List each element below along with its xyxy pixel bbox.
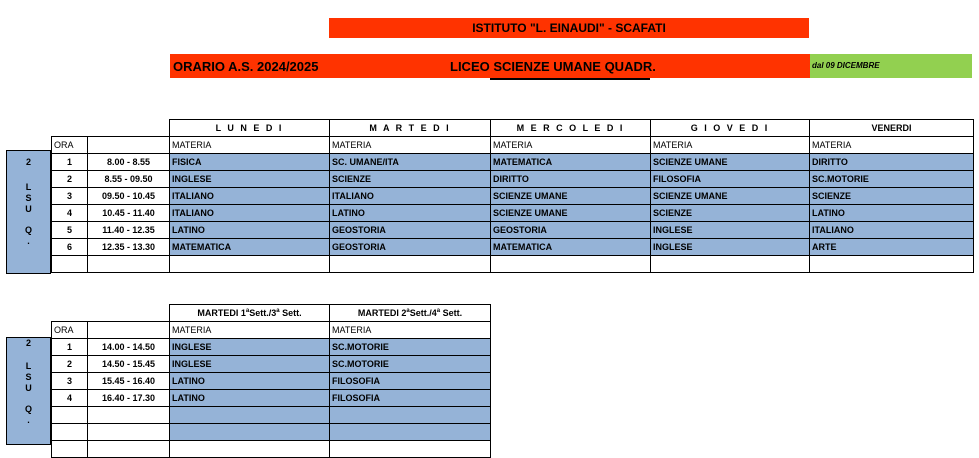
materia-label: MATERIA: [330, 137, 491, 154]
table-row: [52, 339, 491, 356]
subject-cell: SCIENZE: [330, 171, 491, 188]
subject-cell: MATEMATICA: [170, 239, 330, 256]
class-dot: .: [27, 236, 30, 246]
subject-cell: ITALIANO: [330, 188, 491, 205]
table-row: [52, 239, 974, 256]
subject-cell: DIRITTO: [491, 171, 651, 188]
class-year-2: 2: [25, 338, 31, 348]
day-wednesday: M E R C O L E D I: [491, 120, 651, 137]
subject-cell: FILOSOFIA: [330, 390, 491, 407]
subject-cell: ITALIANO: [810, 222, 974, 239]
day-thursday: G I O V E D I: [651, 120, 810, 137]
hour-number: 3: [52, 373, 88, 390]
class-year: 2: [25, 157, 31, 167]
subject-cell: LATINO: [170, 390, 330, 407]
tuesday-week-1-3: MARTEDI 1$^a$Sett./3$^a$ Sett.: [170, 305, 330, 322]
materia-label: MATERIA: [651, 137, 810, 154]
table-row: [52, 373, 491, 390]
class-label-afternoon: [6, 337, 51, 445]
class-letter-q-2: Q: [24, 404, 32, 414]
subject-cell: INGLESE: [170, 339, 330, 356]
hour-number: 4: [52, 205, 88, 222]
institute-banner: [329, 18, 809, 38]
hour-time: 11.40 - 12.35: [88, 222, 170, 239]
class-letter-l: L: [25, 182, 32, 192]
subject-cell: DIRITTO: [810, 154, 974, 171]
subject-cell: ITALIANO: [170, 205, 330, 222]
table-row: [52, 356, 491, 373]
subject-cell: LATINO: [170, 373, 330, 390]
subject-cell: ARTE: [810, 239, 974, 256]
afternoon-timetable: [51, 304, 491, 458]
subject-cell: SCIENZE UMANE: [491, 205, 651, 222]
hour-time: 15.45 - 16.40: [88, 373, 170, 390]
subject-cell: SCIENZE UMANE: [491, 188, 651, 205]
subject-cell: LATINO: [810, 205, 974, 222]
subject-cell: FILOSOFIA: [651, 171, 810, 188]
subject-cell: INGLESE: [170, 171, 330, 188]
subject-cell: GEOSTORIA: [330, 222, 491, 239]
hour-time: 8.55 - 09.50: [88, 171, 170, 188]
hour-time: 10.45 - 11.40: [88, 205, 170, 222]
subject-cell: FILOSOFIA: [330, 373, 491, 390]
table-row: [52, 171, 974, 188]
day-tuesday: M A R T E D I: [330, 120, 491, 137]
table-row: [52, 188, 974, 205]
hour-number: 2: [52, 356, 88, 373]
hour-time: 09.50 - 10.45: [88, 188, 170, 205]
class-letter-s-2: S: [25, 372, 32, 382]
subject-cell: FISICA: [170, 154, 330, 171]
subject-cell: GEOSTORIA: [330, 239, 491, 256]
subject-cell: SC.MOTORIE: [330, 356, 491, 373]
class-letter-l-2: L: [25, 361, 32, 371]
main-timetable: [51, 119, 974, 273]
tuesday-week-2-4: MARTEDI 2$^a$Sett./4$^a$ Sett.: [330, 305, 491, 322]
course-title: LICEO SCIENZE UMANE QUADR.: [450, 59, 656, 74]
institute-title: ISTITUTO "L. EINAUDI" - SCAFATI: [472, 21, 666, 35]
subject-cell: SCIENZE: [810, 188, 974, 205]
subject-cell: SCIENZE UMANE: [651, 154, 810, 171]
hour-time: 8.00 - 8.55: [88, 154, 170, 171]
table-row-empty: [52, 256, 974, 273]
table-row: [52, 222, 974, 239]
table-row-empty: [52, 407, 491, 424]
subject-cell: SC. UMANE/ITA: [330, 154, 491, 171]
table-row: [52, 154, 974, 171]
ora-header: ORA: [52, 322, 88, 339]
class-letter-u-2: U: [25, 383, 32, 393]
date-banner: [810, 54, 972, 78]
hour-number: 2: [52, 171, 88, 188]
hour-number: 1: [52, 154, 88, 171]
subject-cell: GEOSTORIA: [491, 222, 651, 239]
subject-cell: SCIENZE: [651, 205, 810, 222]
hour-number: 4: [52, 390, 88, 407]
subject-cell: SCIENZE UMANE: [651, 188, 810, 205]
table-row-empty: [52, 441, 491, 458]
table-row: [52, 205, 974, 222]
class-letter-q: Q: [24, 225, 32, 235]
schedule-title: ORARIO A.S. 2024/2025: [173, 59, 319, 74]
date-label: dal 09 DICEMBRE: [812, 61, 880, 70]
class-letter-u: U: [25, 204, 32, 214]
materia-label: MATERIA: [170, 322, 330, 339]
ora-header: ORA: [52, 137, 88, 154]
day-friday: VENERDI: [810, 120, 974, 137]
subject-cell: INGLESE: [651, 222, 810, 239]
hour-time: 12.35 - 13.30: [88, 239, 170, 256]
class-dot-2: .: [27, 415, 30, 425]
hour-number: 6: [52, 239, 88, 256]
subject-cell: LATINO: [330, 205, 491, 222]
hour-time: 14.00 - 14.50: [88, 339, 170, 356]
hour-number: 5: [52, 222, 88, 239]
course-underline: [490, 78, 650, 80]
hour-number: 3: [52, 188, 88, 205]
subject-cell: SC.MOTORIE: [810, 171, 974, 188]
materia-label: MATERIA: [491, 137, 651, 154]
table-row-empty: [52, 424, 491, 441]
subject-cell: LATINO: [170, 222, 330, 239]
subject-cell: MATEMATICA: [491, 154, 651, 171]
table-row: [52, 390, 491, 407]
subject-cell: MATEMATICA: [491, 239, 651, 256]
hour-number: 1: [52, 339, 88, 356]
class-letter-s: S: [25, 193, 32, 203]
materia-label: MATERIA: [330, 322, 491, 339]
hour-time: 14.50 - 15.45: [88, 356, 170, 373]
subject-cell: ITALIANO: [170, 188, 330, 205]
materia-label: MATERIA: [170, 137, 330, 154]
hour-time: 16.40 - 17.30: [88, 390, 170, 407]
schedule-banner: [170, 54, 810, 78]
subject-cell: INGLESE: [651, 239, 810, 256]
day-monday: L U N E D I: [170, 120, 330, 137]
subject-cell: SC.MOTORIE: [330, 339, 491, 356]
materia-label: MATERIA: [810, 137, 974, 154]
class-label-main: [6, 150, 51, 274]
subject-cell: INGLESE: [170, 356, 330, 373]
